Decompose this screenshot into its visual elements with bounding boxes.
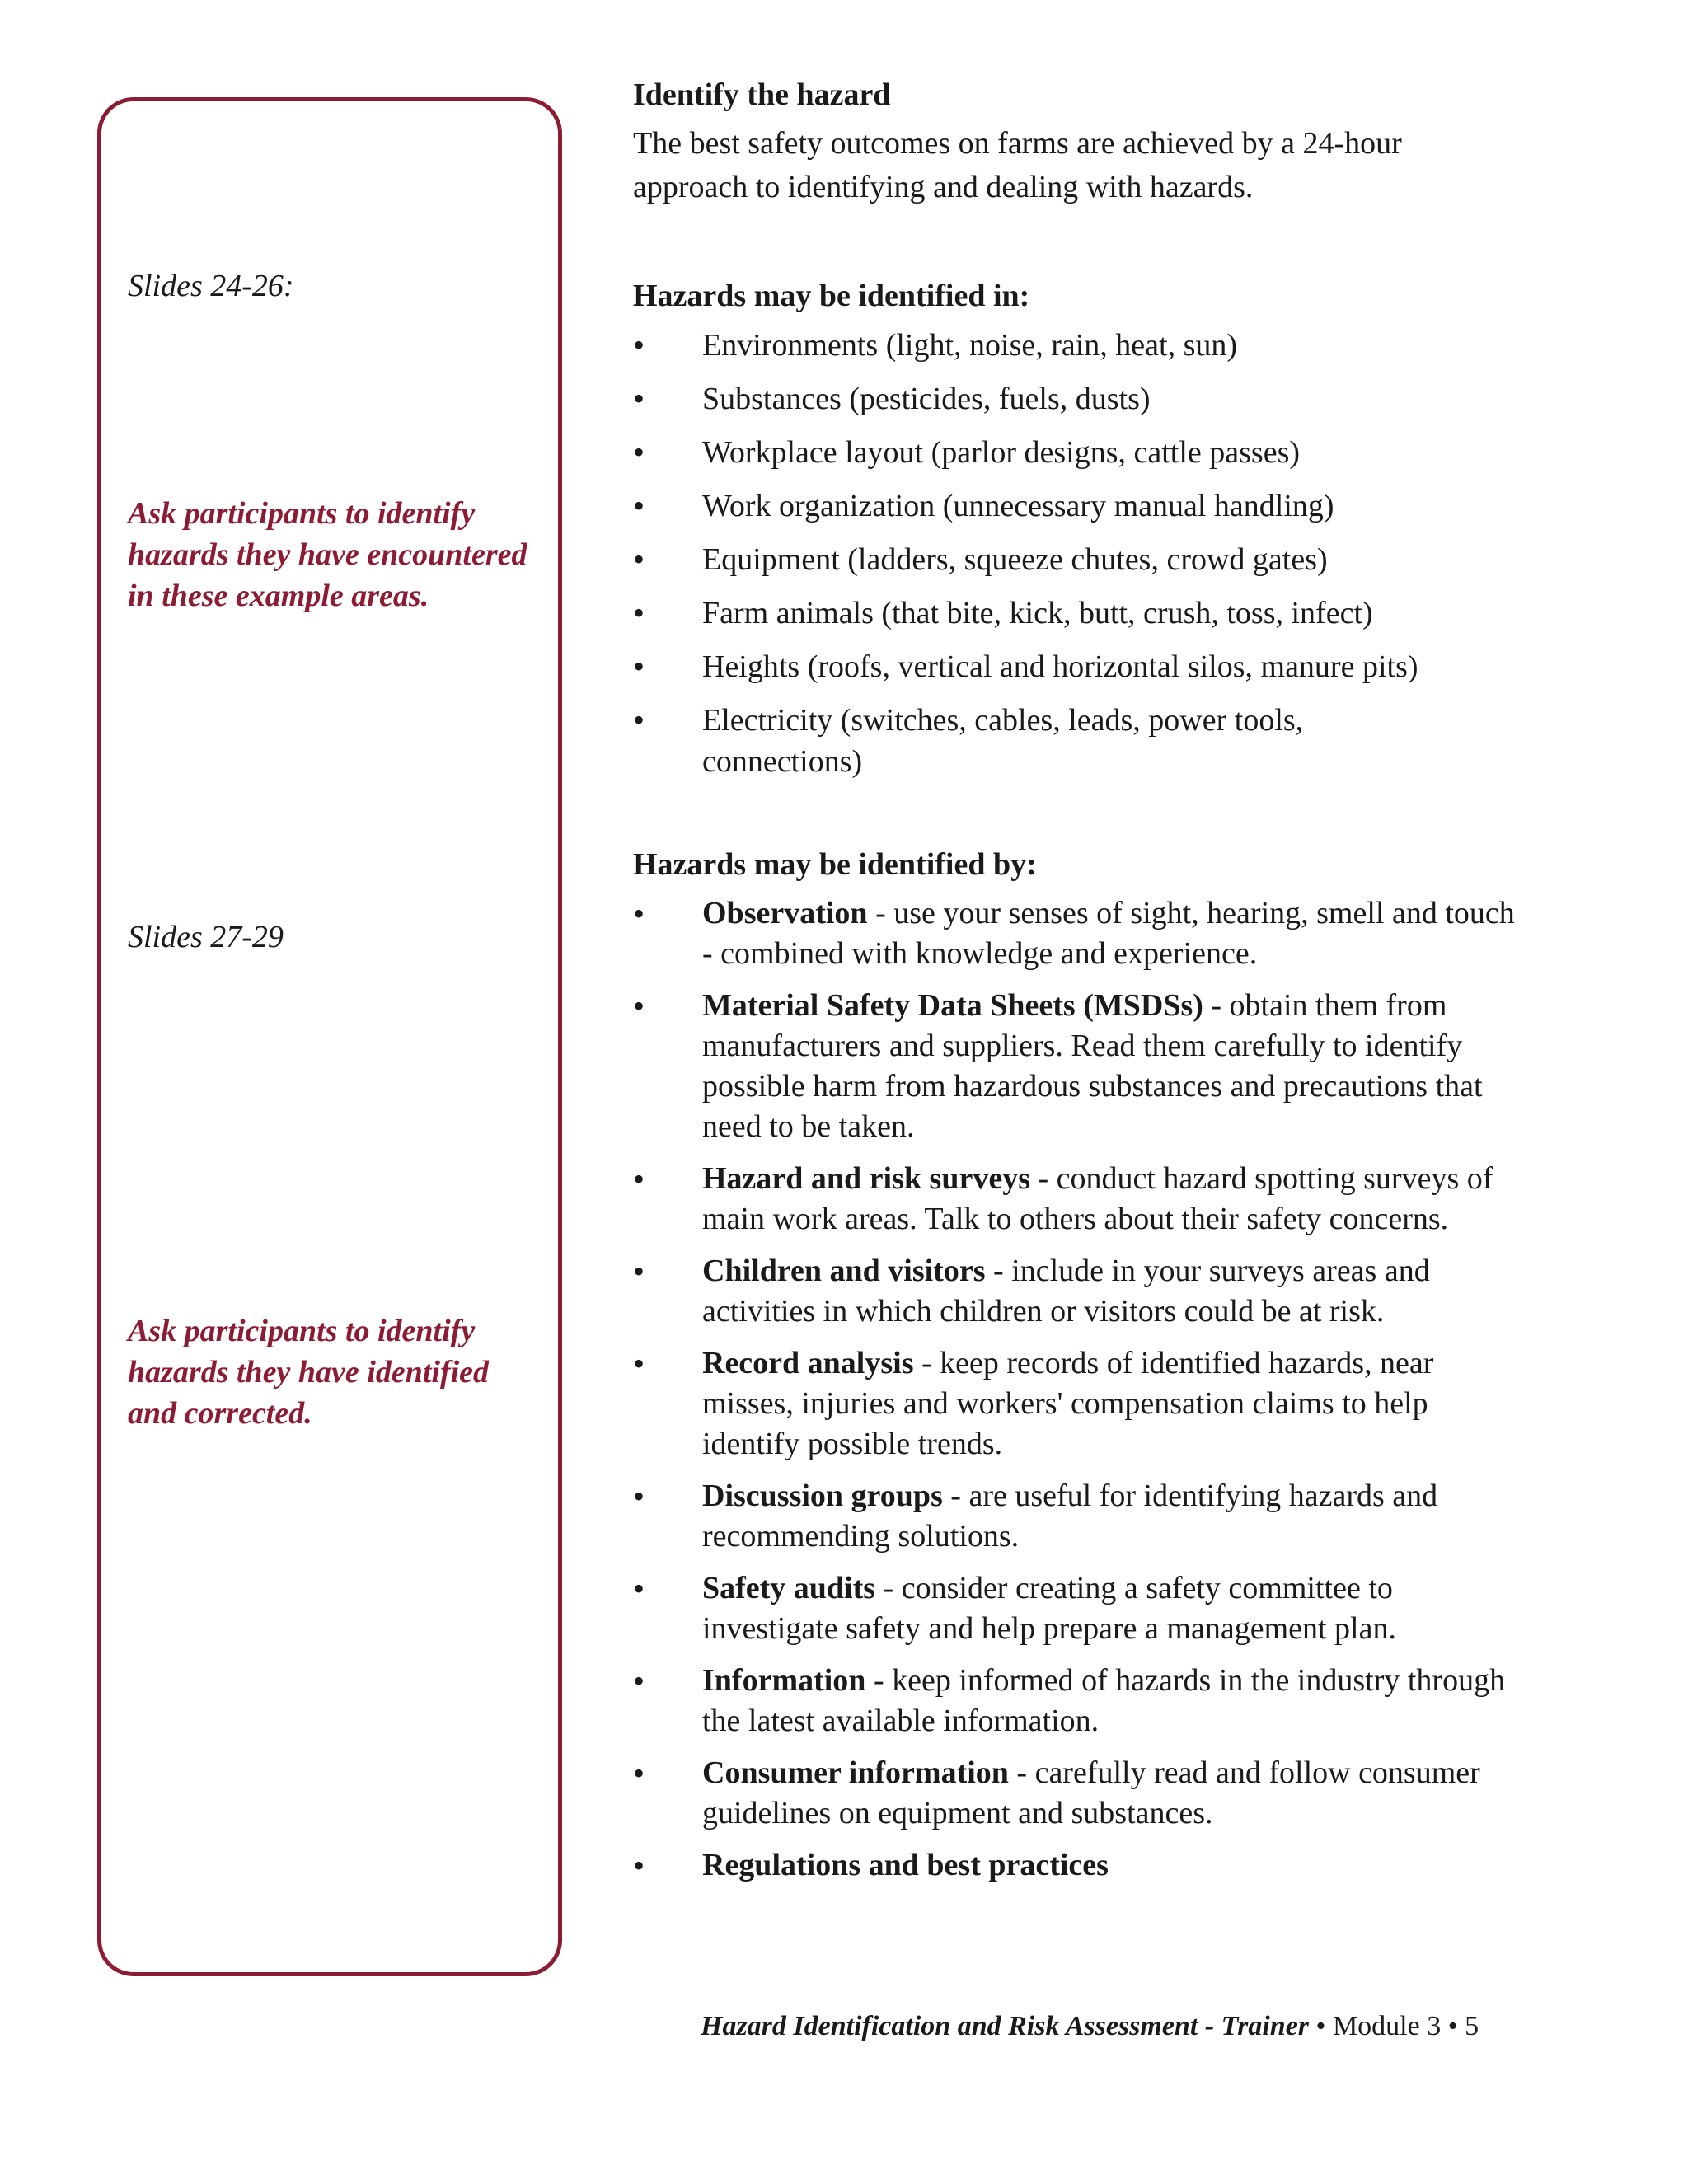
bullet-icon: •	[633, 895, 645, 932]
list-item	[633, 378, 1523, 419]
bullet-icon: •	[633, 594, 645, 631]
intro-paragraph: The best safety outcomes on farms are achieved by a 24-hour approach to identifying and dealing with hazards.	[633, 126, 1402, 204]
list-item-lead: Safety audits	[702, 1571, 876, 1605]
list-item-lead: Information	[702, 1663, 866, 1698]
list-item	[633, 325, 1523, 366]
page-title: Identify the hazard	[633, 77, 891, 112]
list-item-text: - carefully read and follow consumer guidelines on equipment and substances.	[702, 1755, 1480, 1830]
list-item-lead: Material Safety Data Sheets (MSDSs)	[702, 988, 1203, 1023]
list-item-text: - use your senses of sight, hearing, smell and touch - combined with knowledge and experience.	[702, 896, 1515, 971]
bullet-icon: •	[633, 434, 645, 471]
list-item-lead: Record analysis	[702, 1346, 914, 1380]
page-number: 5	[1465, 2011, 1479, 2041]
bullet-icon: •	[633, 541, 645, 578]
bullet-icon: •	[633, 1570, 645, 1607]
bullet-icon: •	[633, 1253, 645, 1290]
bullet-icon: •	[633, 1478, 645, 1515]
list-item-text: Equipment (ladders, squeeze chutes, crowd gates)	[702, 542, 1328, 577]
sidebar-note-instruction-2: Ask participants to identify hazards they have identified and corrected.	[128, 1314, 490, 1431]
list-item	[633, 986, 1523, 1147]
list-item-lead: Children and visitors	[702, 1254, 986, 1288]
list-item	[633, 1845, 1523, 1886]
list-item	[633, 1661, 1523, 1741]
footer-title: Hazard Identification and Risk Assessment - Trainer	[701, 2011, 1310, 2041]
bullet-icon: •	[633, 1160, 645, 1197]
list-item	[633, 539, 1523, 580]
main-content	[633, 74, 1523, 1897]
bullet-icon: •	[633, 987, 645, 1024]
sidebar-note-slides-27-29: Slides 27-29	[128, 920, 284, 954]
sidebar-frame	[97, 97, 562, 1976]
identified-by-list	[633, 893, 1523, 1886]
footer-separator: •	[1441, 2011, 1465, 2041]
list-item-text: Substances (pesticides, fuels, dusts)	[702, 382, 1151, 416]
list-item	[633, 1568, 1523, 1649]
list-item	[633, 1343, 1523, 1465]
list-item	[633, 893, 1523, 974]
list-item-text: Workplace layout (parlor designs, cattle passes)	[702, 435, 1301, 470]
bullet-icon: •	[633, 648, 645, 685]
sidebar-note-slides-24-26: Slides 24-26:	[128, 269, 294, 303]
list-item	[633, 1159, 1523, 1240]
list-item	[633, 432, 1523, 473]
bullet-icon: •	[633, 701, 645, 738]
list-item	[633, 1476, 1523, 1557]
bullet-icon: •	[633, 326, 645, 363]
list-item-text: - keep records of identified hazards, near misses, injuries and workers' compensation claims to help identify possible trends.	[702, 1346, 1434, 1461]
list-item-text: - are useful for identifying hazards and recommending solutions.	[702, 1479, 1438, 1554]
bullet-icon: •	[633, 1847, 645, 1884]
list-item-text: Environments (light, noise, rain, heat, sun)	[702, 328, 1238, 363]
list-item-text: - consider creating a safety committee to investigate safety and help prepare a management plan.	[702, 1571, 1396, 1646]
list-item	[633, 485, 1523, 527]
list-item	[633, 700, 1444, 782]
list-item-text: - obtain them from manufacturers and suppliers. Read them carefully to identify possible harm from hazardous substances and precautions that need to be taken.	[702, 988, 1483, 1144]
list-item	[633, 593, 1523, 634]
bullet-icon: •	[633, 1662, 645, 1699]
bullet-icon: •	[633, 1345, 645, 1382]
footer-module: Module 3	[1332, 2011, 1442, 2041]
sidebar-note-instruction-1: Ask participants to identify hazards they have encountered in these example areas.	[128, 496, 528, 613]
list-item-lead: Hazard and risk surveys	[702, 1161, 1030, 1196]
bullet-icon: •	[633, 487, 645, 524]
list-item	[633, 646, 1523, 687]
bullet-icon: •	[633, 1755, 645, 1792]
list-item	[633, 1753, 1523, 1834]
page-footer	[701, 2011, 1479, 2042]
bullet-icon: •	[633, 380, 645, 417]
identified-in-list	[633, 325, 1523, 782]
list-item-lead: Regulations and best practices	[702, 1848, 1109, 1882]
list-item-text: - keep informed of hazards in the industry through the latest available information.	[702, 1663, 1506, 1738]
identified-by-heading: Hazards may be identified by:	[633, 847, 1037, 882]
footer-separator: •	[1309, 2011, 1333, 2041]
list-item-text: Farm animals (that bite, kick, butt, crush, toss, infect)	[702, 596, 1373, 630]
list-item-lead: Discussion groups	[702, 1479, 943, 1513]
list-item-text: Work organization (unnecessary manual handling)	[702, 489, 1334, 523]
list-item-text: Heights (roofs, vertical and horizontal silos, manure pits)	[702, 649, 1418, 684]
list-item-text: - conduct hazard spotting surveys of main work areas. Talk to others about their safety concerns.	[702, 1161, 1493, 1236]
list-item-lead: Consumer information	[702, 1755, 1009, 1790]
list-item-text: Electricity (switches, cables, leads, power tools, connections)	[702, 703, 1304, 779]
list-item-text: - include in your surveys areas and activities in which children or visitors could be at risk.	[702, 1254, 1430, 1329]
list-item	[633, 1251, 1523, 1332]
identified-in-heading: Hazards may be identified in:	[633, 279, 1030, 313]
list-item-lead: Observation	[702, 896, 868, 930]
